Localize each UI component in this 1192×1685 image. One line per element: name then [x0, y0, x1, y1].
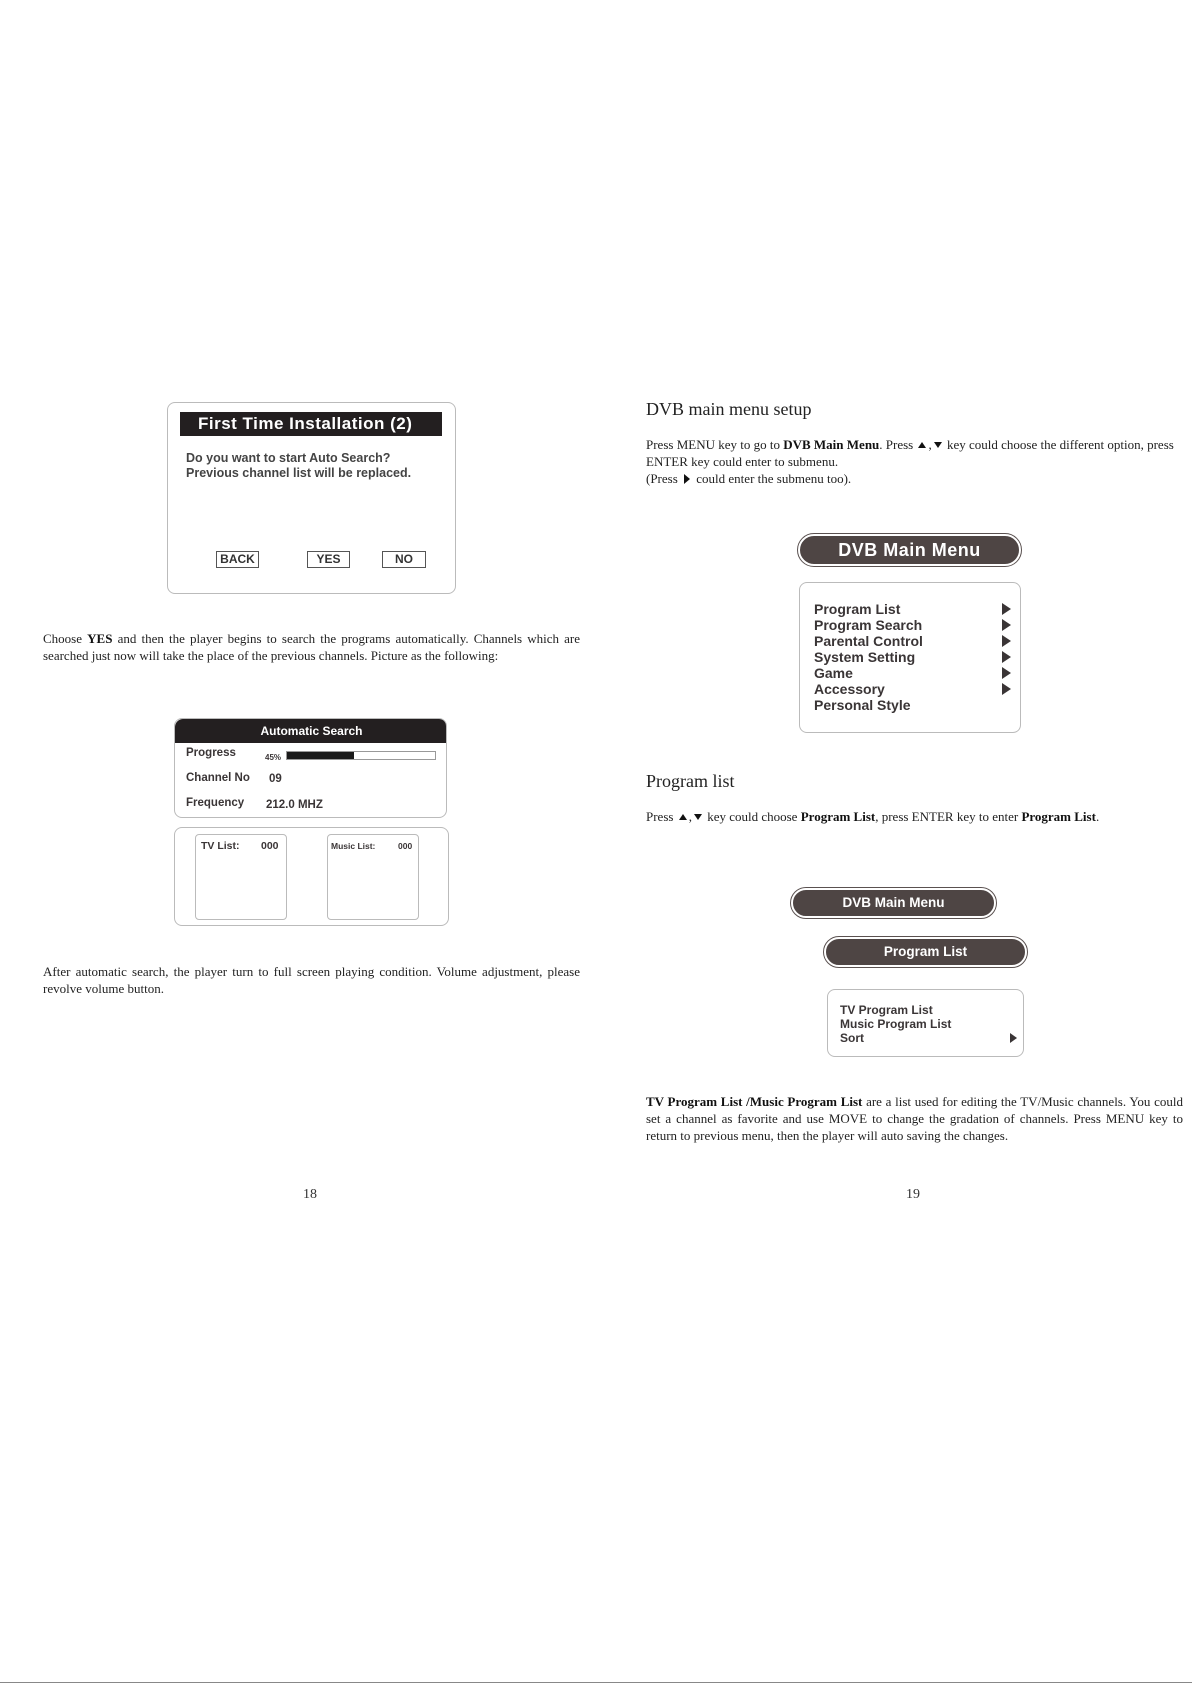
para-keyword-yes: YES	[87, 631, 113, 646]
progress-bar	[286, 751, 436, 760]
main-menu-item-label: Accessory	[814, 681, 885, 697]
paragraph-tv-music-list	[646, 1093, 1183, 1144]
main-menu-item[interactable]	[814, 617, 1010, 633]
tv-list-box	[195, 834, 287, 920]
para-text: Press MENU key to go to	[646, 437, 784, 452]
channel-lists-panel	[174, 827, 449, 926]
para-keyword-dvb-main-menu: DVB Main Menu	[783, 437, 880, 452]
progress-percent: 45%	[265, 753, 282, 762]
right-arrow-icon	[684, 474, 690, 484]
paragraph-main-menu	[646, 436, 1183, 487]
main-menu-item[interactable]	[814, 665, 1010, 681]
progress-label: Progress	[186, 747, 236, 759]
submenu-arrow-icon	[1002, 603, 1011, 615]
para-text: Press	[646, 809, 677, 824]
main-menu-item-label: System Setting	[814, 649, 916, 665]
para-text: , press ENTER key to enter	[875, 809, 1022, 824]
dvb-main-menu-list	[799, 582, 1021, 733]
para-keyword-tv-music-program-list: TV Program List /Music Program List	[646, 1094, 863, 1109]
program-menu-item-label: TV Program List	[840, 1003, 933, 1017]
para-text: key could choose	[703, 809, 801, 824]
program-list-pill: Program List	[824, 937, 1027, 967]
para-text: (Press	[646, 471, 682, 486]
para-text: Choose	[43, 631, 88, 646]
submenu-arrow-icon	[1002, 651, 1011, 663]
install-dialog-warning: Previous channel list will be replaced.	[186, 466, 412, 480]
main-menu-item[interactable]	[814, 601, 1010, 617]
paragraph-program-list	[646, 808, 1183, 825]
paragraph-auto-search-intro	[43, 630, 580, 664]
para-text: ,	[688, 809, 692, 824]
yes-button[interactable]: YES	[307, 551, 350, 568]
down-arrow-icon	[694, 814, 702, 820]
up-arrow-icon	[918, 442, 926, 448]
music-list-label: Music List:	[331, 841, 376, 851]
para-text: . Press	[879, 437, 917, 452]
submenu-arrow-icon	[1010, 1033, 1017, 1043]
auto-search-title: Automatic Search	[175, 719, 447, 743]
program-menu-item[interactable]	[840, 1003, 1015, 1017]
page-number-right: 19	[906, 1187, 920, 1202]
dvb-main-menu-pill-small: DVB Main Menu	[791, 888, 996, 918]
dvb-main-menu-title: DVB Main Menu	[798, 534, 1021, 566]
channel-no-value: 09	[269, 773, 282, 785]
install-dialog-question: Do you want to start Auto Search?	[186, 451, 391, 465]
para-keyword-program-list: Program List	[1021, 809, 1096, 824]
up-arrow-icon	[679, 814, 687, 820]
program-menu-item-label: Sort	[840, 1031, 864, 1045]
heading-program-list: Program list	[646, 771, 735, 791]
submenu-arrow-icon	[1002, 619, 1011, 631]
paragraph-after-search: After automatic search, the player turn to full screen playing condition. Volume adjustment, please revolve volume button.	[43, 964, 580, 996]
channel-no-label: Channel No	[186, 772, 250, 784]
main-menu-item-label: Program List	[814, 601, 901, 617]
page-number-left: 18	[303, 1187, 317, 1202]
para-text: are a list used for editing the TV/Music channels. You could set a channel as favorite and use MOVE to change the gradation of channels. Press MENU key to return to previous menu, then the player will auto saving the changes.	[646, 1094, 1183, 1143]
tv-list-label: TV List:	[201, 840, 240, 852]
auto-search-panel	[174, 718, 447, 818]
tv-list-count: 000	[261, 840, 279, 852]
music-list-box	[327, 834, 419, 920]
progress-bar-fill	[287, 752, 354, 759]
down-arrow-icon	[934, 442, 942, 448]
main-menu-item[interactable]	[814, 681, 1010, 697]
program-menu-item-label: Music Program List	[840, 1017, 952, 1031]
para-text: ,	[928, 437, 932, 452]
para-keyword-program-list: Program List	[800, 809, 876, 824]
para-text: and then the player begins to search the programs automatically. Channels which are searched just now will take the place of the previous channels. Picture as the following:	[43, 631, 581, 663]
program-menu-item[interactable]	[840, 1031, 1015, 1045]
program-menu-item[interactable]	[840, 1017, 1015, 1031]
main-menu-item[interactable]	[814, 633, 1010, 649]
main-menu-item-label: Parental Control	[814, 633, 923, 649]
submenu-arrow-icon	[1002, 683, 1011, 695]
submenu-arrow-icon	[1002, 635, 1011, 647]
main-menu-item-label: Program Search	[814, 617, 923, 633]
program-list-submenu	[827, 989, 1024, 1057]
frequency-value: 212.0 MHZ	[266, 799, 323, 811]
install-dialog	[167, 402, 456, 594]
main-menu-item-label: Personal Style	[814, 697, 911, 713]
music-list-count: 000	[398, 841, 413, 851]
heading-dvb-main-menu-setup: DVB main menu setup	[646, 399, 812, 419]
no-button[interactable]: NO	[382, 551, 426, 568]
main-menu-item[interactable]	[814, 649, 1010, 665]
back-button[interactable]: BACK	[216, 551, 259, 568]
frequency-label: Frequency	[186, 797, 245, 809]
install-dialog-title: First Time Installation (2)	[180, 412, 442, 436]
submenu-arrow-icon	[1002, 667, 1011, 679]
main-menu-item[interactable]	[814, 697, 1010, 713]
para-text: .	[1095, 809, 1100, 824]
bottom-rule	[0, 1682, 1192, 1683]
para-text: could enter the submenu too).	[693, 471, 852, 486]
para-text: key could choose the different option, press ENTER key could enter to submenu.	[646, 437, 1174, 469]
main-menu-item-label: Game	[814, 665, 853, 681]
